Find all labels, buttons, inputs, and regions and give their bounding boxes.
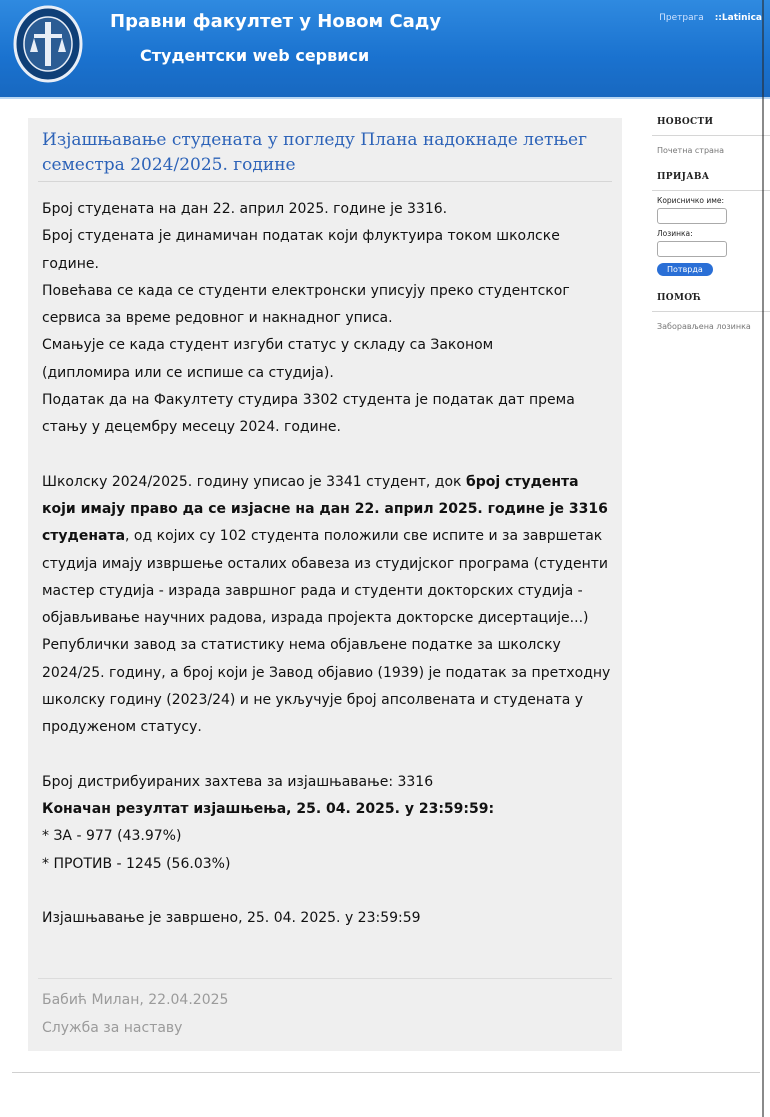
news-heading: НОВОСТИ [652, 110, 770, 136]
password-label: Лозинка: [657, 229, 693, 238]
completion-note: Изјашњавање је завршено, 25. 04. 2025. у 23:59:59 [42, 909, 421, 926]
line: Број студената на дан 22. април 2025. године је 3316. [42, 201, 448, 217]
distributed-requests: Број дистрибуираних захтева за изјашњавање: 3316 [42, 773, 434, 790]
sidebar [652, 110, 770, 1070]
header-divider [0, 97, 770, 99]
help-heading: ПОМОЋ [652, 286, 770, 312]
article-title[interactable]: Изјашњавање студената у погледу Плана надокнаде летњег семестра 2024/2025. године [42, 130, 588, 175]
username-label: Корисничко име: [657, 196, 725, 205]
statistics-paragraph: Републички завод за статистику нема објављене податке за школску 2024/25. годину, а број који је Завод објавио (1939) је податак за претходну школску годину (2023/24) и не укључује број апсолвената и студената у продуженом статусу. [42, 637, 611, 736]
enrollment-text-end: , од којих су 102 студента положили све испите и за завршетак студија имају извршење осталих обавеза из студијског програма (студенти мастер студија - израда завршног рада и студенти докторских студија - објављивање научних радова, израда пројекта докторске дисертације...) [42, 528, 608, 627]
author-date: Бабић Милан, 22.04.2025 [42, 992, 229, 1008]
bottom-divider [12, 1072, 760, 1073]
article-panel [28, 118, 622, 1051]
forgot-password-link[interactable]: Заборављена лозинка [657, 322, 751, 331]
footer-divider [38, 978, 612, 979]
final-result-heading: Коначан резултат изјашњења, 25. 04. 2025. у 23:59:59: [42, 800, 495, 817]
department: Служба за наставу [42, 1020, 183, 1036]
line: (дипломира или се испише са студија). [42, 364, 334, 381]
line: Повећава се када се студенти електронски уписују преко студентског [42, 282, 570, 299]
line: Смањује се када студент изгуби статус у складу са Законом [42, 337, 494, 354]
result-against: * ПРОТИВ - 1245 (56.03%) [42, 855, 231, 872]
line: године. [42, 255, 99, 272]
eligible-students-bold: број студента који имају право да се изјасне на дан 22. април 2025. године је 3316 студената [42, 473, 608, 545]
latinica-link[interactable]: ::Latinica [714, 13, 762, 23]
line: стању у децембру месецу 2024. године. [42, 419, 341, 436]
submit-button[interactable]: Потврда [657, 263, 713, 276]
article-body [42, 196, 612, 932]
line: Податак да на Факултету студира 3302 студента је податак дат према [42, 392, 575, 409]
search-link[interactable]: Претрага [659, 13, 704, 23]
top-links [651, 13, 762, 23]
site-title: Правни факултет у Новом Саду [110, 11, 442, 32]
home-link[interactable]: Почетна страна [657, 146, 725, 155]
title-divider [38, 181, 612, 182]
password-input[interactable] [657, 241, 727, 257]
login-heading: ПРИЈАВА [652, 165, 770, 191]
enrollment-text: Школску 2024/2025. годину уписао је 3341 студент, док [42, 473, 466, 490]
line: сервиса за време редовног и накнадног уписа. [42, 310, 393, 327]
line: Број студената је динамичан податак који флуктуира током школске [42, 228, 560, 245]
result-for: * ЗА - 977 (43.97%) [42, 828, 182, 845]
enrollment-paragraph [42, 469, 612, 633]
site-subtitle: Студентски web сервиси [140, 46, 370, 65]
article-footer [42, 986, 228, 1042]
page-edge-line [762, 0, 764, 1117]
site-header [0, 0, 770, 97]
faculty-seal-logo[interactable] [12, 4, 84, 84]
username-input[interactable] [657, 208, 727, 224]
